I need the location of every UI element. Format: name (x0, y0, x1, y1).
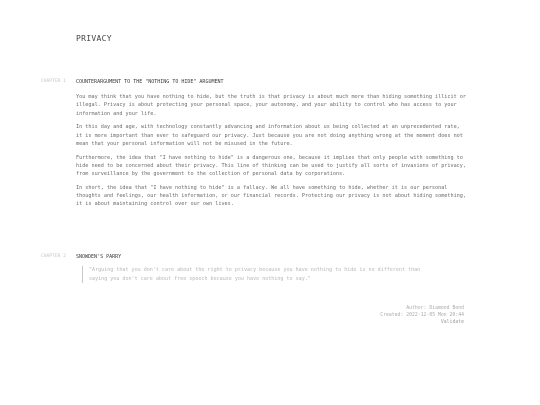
created-line: Created: 2022-12-05 Mon 20:44 (380, 313, 464, 318)
chapter-1-label: CHAPTER 1 (41, 79, 66, 84)
paragraph: In this day and age, with technology constantly advancing and information about us being collected at an unprecedented rate, it is more important than ever to safeguard our privacy. Just because you are not doing anything wrong at the moment does not mean that your personal information will not be misused in the future. (76, 124, 463, 147)
paragraph: In short, the idea that "I have nothing to hide" is a fallacy. We all have something to hide, whether it is our personal thoughts and feelings, our health information, or our financial records. Protecting our privacy is not about hiding something, it is about maintaining control over our own lives. (76, 184, 466, 208)
author-line: Author: Diamond Bond (406, 306, 464, 311)
paragraph: Furthermore, the idea that "I have nothing to hide" is a dangerous one, because it implies that only people with something to hide need to be concerned about their privacy. This line of thinking can be used to justify all sorts of invasions of privacy, from surveillance by the government to the collection of personal data by corporations. (76, 154, 466, 178)
page-title: PRIVACY (76, 34, 112, 43)
chapter-1-body (76, 93, 468, 214)
blockquote: "Arguing that you don't care about the right to privacy because you have nothing to hide is no different than saying you don't care about free speech because you have nothing to say." (82, 266, 434, 283)
paragraph: You may think that you have nothing to hide, but the truth is that privacy is about much more than hiding something illicit or illegal. Privacy is about protecting your personal space, your autonomy, and your ability to control who has access to your information and your life. (76, 94, 466, 117)
chapter-2-title: SNOWDEN'S PARRY (76, 254, 122, 260)
chapter-1-title: COUNTERARGUMENT TO THE "NOTHING TO HIDE" ARGUMENT (76, 79, 224, 85)
validate-link[interactable]: Validate (440, 320, 464, 325)
postamble (380, 305, 464, 326)
chapter-2-label: CHAPTER 2 (41, 254, 66, 259)
